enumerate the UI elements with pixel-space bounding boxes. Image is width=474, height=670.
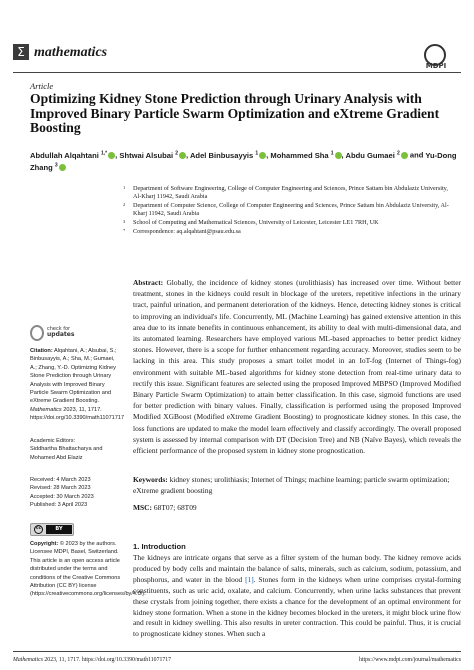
article-type: Article (30, 81, 54, 91)
cc-by-license-badge[interactable] (30, 523, 74, 536)
msc-label: MSC: (133, 503, 153, 512)
header-divider (13, 72, 461, 73)
footer-citation[interactable]: Mathematics 2023, 11, 1717. https://doi.org/10.3390/math11071717 (13, 657, 172, 663)
check-updates-icon (30, 325, 44, 341)
received-date: Received: 4 March 2023 (30, 477, 91, 483)
keywords-text: kidney stones; urolithiasis; Internet of Things; machine learning; particle swarm optimization; eXtreme gradient boosting (133, 475, 450, 495)
accepted-date: Accepted: 30 March 2023 (30, 493, 94, 500)
msc (133, 503, 197, 512)
author-name: Abdu Gumaei $^2$ (345, 150, 400, 160)
copyright-block: Copyright: © 2023 by the authors. Licensee MDPI, Basel, Switzerland. This article is an open access article distributed under the terms and conditions of the Creative Commons Attribution (CC BY) license (https://creativecommons.org/licenses/by/4.0/). (30, 541, 146, 598)
cc-icon: cc (34, 525, 43, 534)
keywords (133, 474, 461, 496)
correspondence: * Correspondence: aq.alqahtani@psau.edu.sa (123, 228, 241, 235)
academic-editors: Academic Editors: Siddhartha Bhattacharya and Mohamed Abd Elaziz (30, 438, 103, 461)
dates-block (30, 476, 122, 510)
affiliation-2: 2 Department of Computer Science, College of Computer Engineering and Sciences, Prince Sattam bin Abdulaziz University, Al-Kharj 11942, Saudi Arabia (123, 202, 449, 218)
citation-block: Citation: Alqahtani, A.; Alsubai, S.; Binbusayyis, A.; Sha, M.; Gumaei, A.; Zhang, Y.-D. Optimizing Kidney Stone Prediction through Urinary Analysis with Improved Binary Particle Swarm Optimization and eXtreme Gradient Boosting. Mathematics 2023, 11, 1717. https://doi.org/10.3390/math11071717 (30, 348, 125, 422)
citation-link[interactable]: [1] (245, 574, 254, 584)
author-name: Abdullah Alqahtani $^{1,*}$ (30, 150, 108, 160)
footer-journal-url[interactable]: https://www.mdpi.com/journal/mathematics (358, 657, 461, 663)
journal-logo-icon: Σ (13, 44, 29, 60)
orcid-icon[interactable] (179, 152, 186, 159)
msc-text: 68T07; 68T09 (153, 503, 197, 512)
check-for-updates-badge[interactable]: check for updates (30, 323, 90, 345)
author-name: Adel Binbusayyis $^1$ (189, 150, 259, 160)
published-date: Published: 3 April 2023 (30, 502, 88, 509)
by-icon: BY (46, 525, 72, 534)
orcid-icon[interactable] (401, 152, 408, 159)
keywords-label: Keywords: (133, 475, 168, 484)
author-list: Abdullah Alqahtani $^{1,*}$ , Shtwai Alsubai $^2$ , Adel Binbusayyis $^1$ , Mohammed Sha $^1$ , Abdu Gumaei $^2$ and Yu-Dong Zhang $^3$ (30, 150, 457, 173)
introduction-text: The kidneys are intricate organs that serve as a filter system of the human body. The kidney remove acids produced by body cells and maintain the balance of salts, minerals, such as calcium, sodium, potassium, and phosphorus, and water in the blood [1]. Stones form in the kidneys when urine comprises crystal-forming constituents, such as uric acid, oxalate, and calcium. Concurrently, when urine lacks substances that prevent these crystals from joining together, there exists a chance for the development of an optimal environment for kidney stone formation. When a stone in the kidney becomes blocked in the ureters, it might block urine flow and result in kidney swelling. This also results in ureter contraction. This could be painful. Thus, it is crucial to prognosticate kidney stones. When such a (133, 553, 461, 639)
article-title: Optimizing Kidney Stone Prediction through Urinary Analysis with Improved Binary Particle Swarm Optimization and eXtreme Gradient Boosting (30, 91, 440, 135)
abstract-label: Abstract: (133, 278, 164, 287)
orcid-icon[interactable] (335, 152, 342, 159)
orcid-icon[interactable] (59, 164, 66, 171)
revised-date: Revised: 28 March 2023 (30, 485, 91, 492)
affiliation-3: 3 School of Computing and Mathematical Sciences, University of Leicester, Leicester LE1 7RH, UK (123, 219, 379, 226)
affiliation-1: 1 Department of Software Engineering, College of Computer Engineering and Sciences, Prince Sattam bin Abdulaziz University, Al-Kharj 11942, Saudi Arabia (123, 185, 448, 201)
author-name: Yu-Dong Zhang $^3$ (30, 150, 457, 173)
abstract (133, 277, 461, 456)
section-heading-introduction: 1. Introduction (133, 542, 186, 551)
author-name: Mohammed Sha $^1$ (270, 150, 334, 160)
abstract-text: Globally, the incidence of kidney stones (urolithiasis) has increased over time. Without better treatment, stones in the kidneys could result in blockage of the ureters, repetitive infections in the urinary tract, painful urination, and permanent deterioration of the kidneys. Hence, detecting kidney stones is critical to improving an individual's life. Concurrently, ML (Machine Learning) has gained extensive attention in this area due to its innate benefits in continuous enhancement, its ability to deal with multi-dimensional data, and its automated learning. Researchers have employed various ML-based approaches to better predict kidney stones. However, there is a scope for further enhancement regarding accuracy. Moreover, studies seem to be lacking in this area. This study proposes a smart toilet model in an IoT-fog (Internet of Things-fog) environment with suitable ML-based algorithms for kidney stone detection from real-time urinary data to rectify this issue. Significant features are selected using the proposed Improved MBPSO (Improved Modified Binary Particle Swarm Optimization) to attain better classification. In this case, sigmoid functions are used for better prediction with binary values. Finally, classification is performed using the proposed Improved Modified XGBoost (Modified eXtreme Gradient Boosting) to prognosticate kidney stones. In this case, the loss functions are updated to make the model learn effectively and classify accordingly. The overall proposed system is assessed by internal comparison with DT (Decision Tree) and NB (Naïve Bayes), which reveals the efficient performance of the proposed system in kidney stone prognostication. (133, 278, 461, 456)
footer-divider (13, 651, 461, 652)
journal-name: mathematics (34, 45, 108, 60)
author-name: Shtwai Alsubai $^2$ (119, 150, 178, 160)
mdpi-logo: MDPI (421, 44, 451, 70)
